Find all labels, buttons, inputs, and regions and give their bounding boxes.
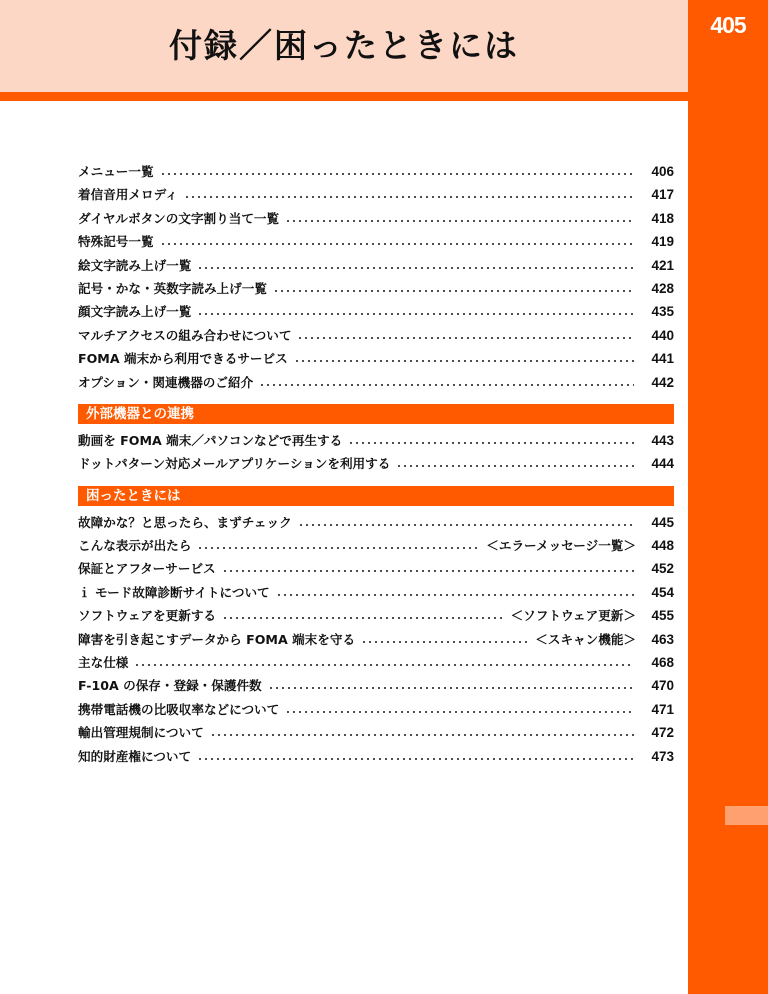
dot-leader xyxy=(160,232,634,246)
toc-entry-title: 保証とアフターサービス xyxy=(78,561,216,577)
dot-leader xyxy=(160,162,634,176)
dot-leader xyxy=(285,700,634,714)
toc-entry-title: 動画を FOMA 端末／パソコンなどで再生する xyxy=(78,432,343,448)
dot-leader xyxy=(197,747,634,761)
toc-entry[interactable] xyxy=(78,453,674,476)
dot-leader xyxy=(273,279,634,293)
toc-entry-page: 442 xyxy=(651,374,674,390)
toc-entry-page: 471 xyxy=(651,701,674,717)
dot-leader xyxy=(197,536,480,550)
dot-leader xyxy=(268,676,634,690)
toc-entry-title: 輸出管理規制について xyxy=(78,725,204,741)
toc-entry-title: 絵文字読み上げ一覧 xyxy=(78,257,192,273)
toc-entry-page: 428 xyxy=(651,280,674,296)
dot-leader xyxy=(396,454,634,468)
toc-entry-page: 418 xyxy=(651,210,674,226)
dot-leader xyxy=(222,559,634,573)
toc-entry[interactable] xyxy=(78,722,674,745)
toc-entry-page: 455 xyxy=(651,608,674,624)
toc-entry-title: ソフトウェアを更新する xyxy=(78,608,217,624)
toc-entry[interactable] xyxy=(78,184,674,207)
dot-leader xyxy=(294,349,634,363)
dot-leader xyxy=(134,653,634,667)
table-of-contents xyxy=(78,161,674,769)
toc-entry-page: 443 xyxy=(651,432,674,448)
toc-entry-title: 主な仕様 xyxy=(78,655,129,671)
dot-leader xyxy=(184,185,634,199)
toc-entry[interactable] xyxy=(78,348,674,371)
toc-entry-title: こんな表示が出たら xyxy=(78,538,192,554)
side-index-tab xyxy=(725,806,768,825)
toc-entry-note: ＜エラーメッセージ一覧＞ xyxy=(486,538,636,554)
dot-leader xyxy=(348,431,634,445)
toc-entry[interactable] xyxy=(78,629,674,652)
toc-entry[interactable] xyxy=(78,278,674,301)
toc-entry-title: ダイヤルボタンの文字割り当て一覧 xyxy=(78,210,280,226)
toc-entry-title: 携帯電話機の比吸収率などについて xyxy=(78,701,280,717)
toc-entry-title: 特殊記号一覧 xyxy=(78,234,154,250)
dot-leader xyxy=(276,583,634,597)
toc-entry[interactable] xyxy=(78,605,674,628)
toc-entry[interactable] xyxy=(78,255,674,278)
toc-entry-page: 470 xyxy=(651,678,674,694)
toc-entry[interactable] xyxy=(78,699,674,722)
toc-entry-page: 440 xyxy=(651,327,674,343)
toc-entry-page: 444 xyxy=(651,456,674,472)
toc-entry-title: マルチアクセスの組み合わせについて xyxy=(78,327,292,343)
toc-entry[interactable] xyxy=(78,372,674,395)
toc-entry[interactable] xyxy=(78,582,674,605)
toc-entry-page: 419 xyxy=(651,234,674,250)
dot-leader xyxy=(222,606,505,620)
toc-entry-page: 417 xyxy=(651,187,674,203)
dot-leader xyxy=(297,326,634,340)
toc-entry-title: ｉ モード故障診断サイトについて xyxy=(78,584,270,600)
toc-entry-title: F-10A の保存・登録・保護件数 xyxy=(78,678,262,694)
toc-entry[interactable] xyxy=(78,558,674,581)
toc-entry-page: 473 xyxy=(651,748,674,764)
page-number: 405 xyxy=(710,12,746,38)
toc-entry-title: 知的財産権について xyxy=(78,748,192,764)
toc-entry-title: 記号・かな・英数字読み上げ一覧 xyxy=(78,280,267,296)
toc-entry[interactable] xyxy=(78,208,674,231)
toc-entry[interactable] xyxy=(78,231,674,254)
header-underline xyxy=(0,92,688,101)
toc-entry-page: 448 xyxy=(651,538,674,554)
toc-entry-page: 452 xyxy=(651,561,674,577)
toc-entry-page: 421 xyxy=(651,257,674,273)
toc-entry-title: オプション・関連機器のご紹介 xyxy=(78,374,254,390)
toc-entry-page: 406 xyxy=(651,164,674,179)
toc-entry-title: 着信音用メロディ xyxy=(78,187,178,203)
toc-entry-title: 故障かな？と思ったら、まずチェック xyxy=(78,514,292,530)
toc-entry-page: 463 xyxy=(651,631,674,647)
toc-entry-title: ドットパターン対応メールアプリケーションを利用する xyxy=(78,456,391,472)
toc-entry-note: ＜スキャン機能＞ xyxy=(535,631,636,647)
toc-entry[interactable] xyxy=(78,512,674,535)
dot-leader xyxy=(210,723,634,737)
toc-entry-title: 顔文字読み上げ一覧 xyxy=(78,304,192,320)
dot-leader xyxy=(197,302,634,316)
toc-entry[interactable] xyxy=(78,301,674,324)
dot-leader xyxy=(285,209,634,223)
dot-leader xyxy=(361,630,529,644)
toc-entry[interactable] xyxy=(78,535,674,558)
toc-entry[interactable] xyxy=(78,430,674,453)
toc-entry[interactable] xyxy=(78,161,674,184)
toc-entry[interactable] xyxy=(78,746,674,769)
toc-entry[interactable] xyxy=(78,652,674,675)
dot-leader xyxy=(298,513,634,527)
dot-leader xyxy=(259,373,634,387)
toc-entry-page: 468 xyxy=(651,655,674,671)
toc-entry-page: 435 xyxy=(651,304,674,320)
toc-entry[interactable] xyxy=(78,675,674,698)
toc-entry[interactable] xyxy=(78,325,674,348)
dot-leader xyxy=(197,256,634,270)
toc-entry-note: ＜ソフトウェア更新＞ xyxy=(510,608,636,624)
toc-entry-title: メニュー一覧 xyxy=(78,164,154,179)
toc-entry-page: 472 xyxy=(651,725,674,741)
section-header: 困ったときには xyxy=(78,486,674,506)
toc-entry-title: 障害を引き起こすデータから FOMA 端末を守る xyxy=(78,631,356,647)
page-title: 付録／困ったときには xyxy=(169,26,519,65)
toc-entry-page: 445 xyxy=(651,514,674,530)
toc-entry-page: 441 xyxy=(651,351,674,367)
section-header: 外部機器との連携 xyxy=(78,404,674,424)
toc-entry-page: 454 xyxy=(651,584,674,600)
toc-entry-title: FOMA 端末から利用できるサービス xyxy=(78,351,288,367)
side-bar xyxy=(688,0,768,994)
